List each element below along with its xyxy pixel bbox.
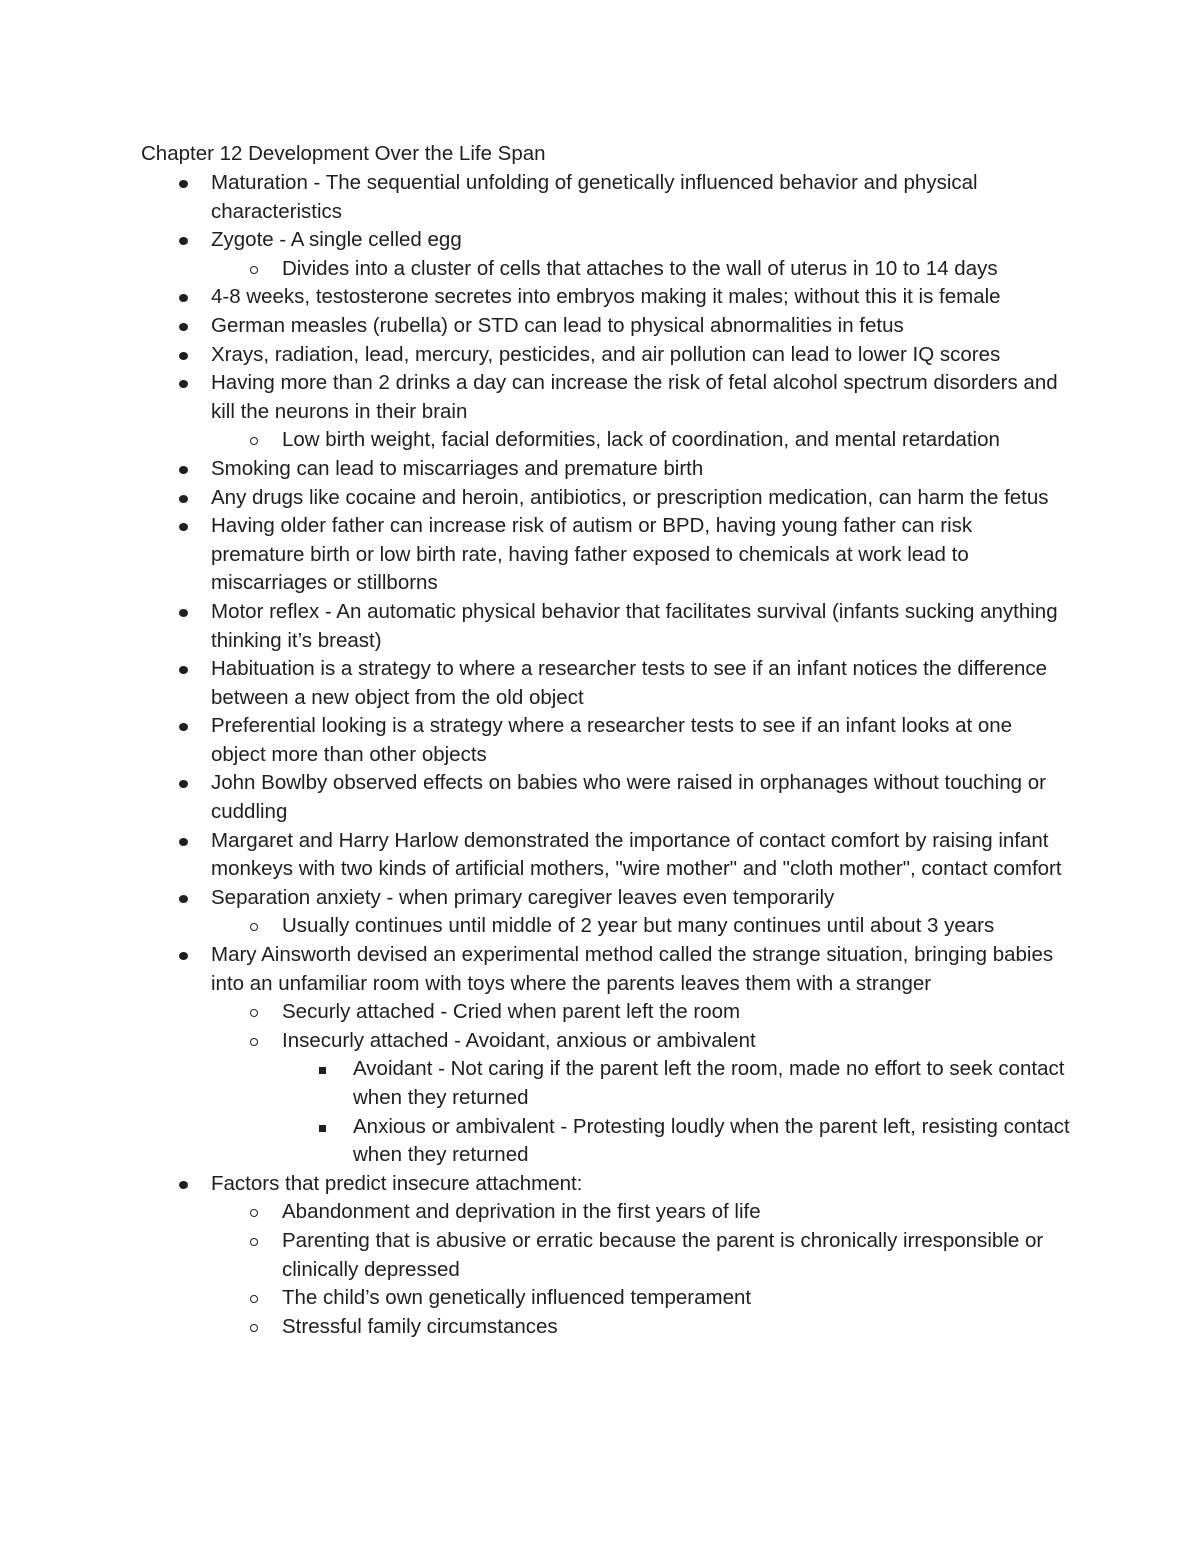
bullet-dot-icon xyxy=(179,780,188,788)
bullet-dot-icon xyxy=(179,609,188,617)
bullet-circle-icon xyxy=(250,1324,258,1332)
sub-sub-list-item: Anxious or ambivalent - Protesting loudly when the parent left, resisting contact when they returned xyxy=(282,1113,1071,1170)
list-item: Separation anxiety - when primary caregiver leaves even temporarily Usually continues until middle of 2 year but many continues until about 3 years xyxy=(141,884,1071,941)
sub-list-item: Usually continues until middle of 2 year but many continues until about 3 years xyxy=(211,912,1071,941)
bullet-circle-icon xyxy=(250,923,258,931)
document-title: Chapter 12 Development Over the Life Span xyxy=(141,142,546,165)
bullet-square-icon xyxy=(319,1067,326,1074)
sub-list xyxy=(211,998,1071,1170)
bullet-circle-icon xyxy=(250,1209,258,1217)
bullet-dot-icon xyxy=(179,466,188,474)
list-item: Any drugs like cocaine and heroin, antibiotics, or prescription medication, can harm the fetus xyxy=(141,484,1071,513)
bullet-dot-icon xyxy=(179,952,188,960)
list-item: Zygote - A single celled egg Divides into a cluster of cells that attaches to the wall of uterus in 10 to 14 days xyxy=(141,226,1071,283)
bullet-dot-icon xyxy=(179,895,188,903)
list-item: Habituation is a strategy to where a researcher tests to see if an infant notices the difference between a new object from the old object xyxy=(141,655,1071,712)
sub-list-item: Securly attached - Cried when parent left the room xyxy=(211,998,1071,1027)
sub-list-item: Abandonment and deprivation in the first years of life xyxy=(211,1198,1071,1227)
bullet-circle-icon xyxy=(250,1295,258,1303)
sub-list-item: Divides into a cluster of cells that attaches to the wall of uterus in 10 to 14 days xyxy=(211,255,1071,284)
sub-list xyxy=(211,1198,1071,1341)
bullet-list xyxy=(141,169,1071,1341)
sub-list-item: Insecurly attached - Avoidant, anxious or ambivalent Avoidant - Not caring if the parent left the room, made no effort to seek contact when they returned Anxious or ambivalent - Protesting loudly when the parent left, resisting contact when they returned xyxy=(211,1027,1071,1170)
bullet-square-icon xyxy=(319,1125,326,1132)
bullet-dot-icon xyxy=(179,180,188,188)
list-item: 4-8 weeks, testosterone secretes into embryos making it males; without this it is female xyxy=(141,283,1071,312)
sub-list-item: Stressful family circumstances xyxy=(211,1313,1071,1342)
bullet-circle-icon xyxy=(250,266,258,274)
bullet-dot-icon xyxy=(179,352,188,360)
list-item: Having more than 2 drinks a day can increase the risk of fetal alcohol spectrum disorders and kill the neurons in their brain Low birth weight, facial deformities, lack of coordination, and mental retardation xyxy=(141,369,1071,455)
bullet-circle-icon xyxy=(250,1038,258,1046)
bullet-dot-icon xyxy=(179,838,188,846)
list-item: Mary Ainsworth devised an experimental method called the strange situation, bringing babies into an unfamiliar room with toys where the parents leaves them with a stranger Securly attached - Cried when parent left the room Insecurly attached - Avoidant, anxious or ambivalent Avoidant - Not caring if the parent left the room, made no effort to seek contact when they returned Anxious or ambivalent - Protesting loudly when the parent left, resisting contact when they returned xyxy=(141,941,1071,1170)
bullet-dot-icon xyxy=(179,1181,188,1189)
list-item: Preferential looking is a strategy where a researcher tests to see if an infant looks at one object more than other objects xyxy=(141,712,1071,769)
bullet-circle-icon xyxy=(250,437,258,445)
list-item: Maturation - The sequential unfolding of genetically influenced behavior and physical characteristics xyxy=(141,169,1071,226)
bullet-dot-icon xyxy=(179,323,188,331)
list-item: Xrays, radiation, lead, mercury, pesticides, and air pollution can lead to lower IQ scores xyxy=(141,341,1071,370)
list-item: Margaret and Harry Harlow demonstrated the importance of contact comfort by raising infant monkeys with two kinds of artificial mothers, "wire mother" and "cloth mother", contact comfort xyxy=(141,827,1071,884)
document-body xyxy=(141,139,1071,1341)
sub-list-item: The child’s own genetically influenced temperament xyxy=(211,1284,1071,1313)
list-item: Factors that predict insecure attachment: Abandonment and deprivation in the first years of life Parenting that is abusive or erratic because the parent is chronically irresponsible or clinically depressed The child’s own genetically influenced temperament Stressful family circumstances xyxy=(141,1170,1071,1342)
sub-list-item: Parenting that is abusive or erratic because the parent is chronically irresponsible or clinically depressed xyxy=(211,1227,1071,1284)
list-item: Motor reflex - An automatic physical behavior that facilitates survival (infants sucking anything thinking it’s breast) xyxy=(141,598,1071,655)
list-item: John Bowlby observed effects on babies who were raised in orphanages without touching or cuddling xyxy=(141,769,1071,826)
list-item: Having older father can increase risk of autism or BPD, having young father can risk premature birth or low birth rate, having father exposed to chemicals at work lead to miscarriages or stillborns xyxy=(141,512,1071,598)
sub-sub-list xyxy=(282,1055,1071,1169)
bullet-dot-icon xyxy=(179,523,188,531)
bullet-dot-icon xyxy=(179,294,188,302)
bullet-dot-icon xyxy=(179,380,188,388)
sub-list-item: Low birth weight, facial deformities, lack of coordination, and mental retardation xyxy=(211,426,1071,455)
sub-list xyxy=(211,426,1071,455)
bullet-dot-icon xyxy=(179,237,188,245)
bullet-circle-icon xyxy=(250,1009,258,1017)
bullet-dot-icon xyxy=(179,666,188,674)
sub-list xyxy=(211,255,1071,284)
list-item: German measles (rubella) or STD can lead to physical abnormalities in fetus xyxy=(141,312,1071,341)
sub-sub-list-item: Avoidant - Not caring if the parent left the room, made no effort to seek contact when they returned xyxy=(282,1055,1071,1112)
list-item: Smoking can lead to miscarriages and premature birth xyxy=(141,455,1071,484)
bullet-circle-icon xyxy=(250,1238,258,1246)
bullet-dot-icon xyxy=(179,495,188,503)
bullet-dot-icon xyxy=(179,723,188,731)
sub-list xyxy=(211,912,1071,941)
